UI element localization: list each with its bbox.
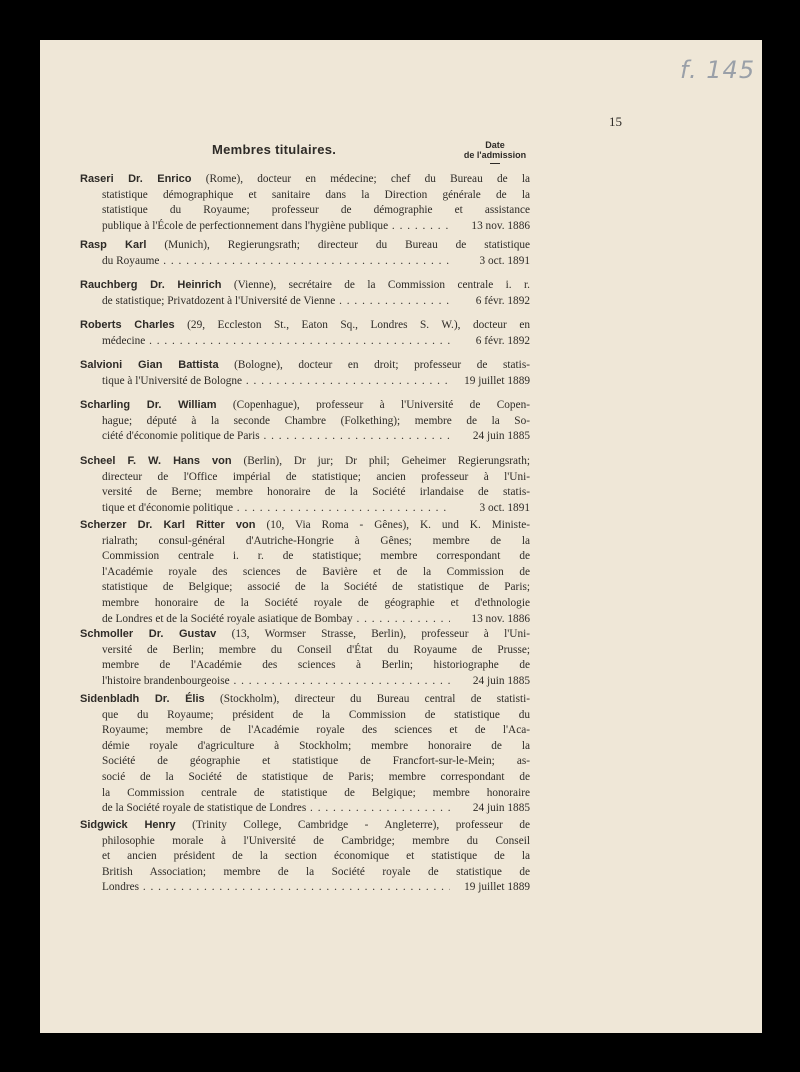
- member-description-line: la Commission centrale de statistique de Belgique; membre honoraire: [102, 786, 530, 799]
- member-name: Scharling Dr. William: [80, 399, 217, 411]
- member-description-line: et ancien président de la section économique et statistique de la: [102, 850, 530, 863]
- member-description-line: statistique démographique et sanitaire dans la Direction générale de la: [102, 188, 530, 201]
- page-number: 15: [609, 114, 622, 129]
- entry-first-line: [80, 398, 530, 414]
- member-description-line: de Londres et de la Société royale asiatique de Bombay . . .: [102, 612, 450, 628]
- member-description-line: directeur de l'Office impérial de statistique; ancien professeur à l'Uni-: [102, 470, 530, 483]
- member-name: Schmoller Dr. Gustav: [80, 628, 217, 640]
- entry-line: [80, 786, 530, 802]
- member-description-line: Londres . . .: [102, 880, 450, 896]
- admission-date: 24 juin 1885: [472, 674, 530, 687]
- entry-line: [80, 849, 530, 865]
- entry-line: [80, 612, 530, 628]
- entry-line: [80, 643, 530, 659]
- entry-line: [80, 723, 530, 739]
- member-description: (Rome), docteur en médecine; chef du Bureau de la: [205, 173, 530, 185]
- member-description-line: de statistique; Privatdozent à l'Université de Vienne . . .: [102, 294, 450, 310]
- entry-line: [80, 770, 530, 786]
- document-page: [40, 40, 762, 1033]
- entry-first-line: [80, 818, 530, 834]
- entry-line: [80, 485, 530, 501]
- member-name: Scherzer Dr. Karl Ritter von: [80, 519, 256, 531]
- admission-date: 19 juillet 1889: [464, 881, 530, 894]
- member-description: (29, Eccleston St., Eaton Sq., Londres S. W.), docteur en: [187, 319, 530, 331]
- member-description: (Trinity College, Cambridge - Angleterre), professeur de: [192, 819, 530, 831]
- member-name: Scheel F. W. Hans von: [80, 455, 232, 467]
- member-description-line: de la Société royale de statistique de Londres . . .: [102, 801, 450, 817]
- admission-date: 13 nov. 1886: [471, 219, 530, 232]
- member-entry: [80, 627, 530, 689]
- admission-date: 6 févr. 1892: [475, 334, 530, 347]
- entry-first-line-text: [80, 278, 530, 294]
- entry-line: [80, 294, 530, 310]
- member-entry: [80, 318, 530, 349]
- member-name: Salvioni Gian Battista: [80, 359, 219, 371]
- entry-first-line: [80, 278, 530, 294]
- member-entry: [80, 278, 530, 309]
- admission-date: 19 juillet 1889: [464, 374, 530, 387]
- member-description-line: du Royaume . . .: [102, 254, 450, 270]
- member-description: (10, Via Roma - Gênes), K. und K. Ministe-: [266, 519, 530, 531]
- entry-first-line: [80, 238, 530, 254]
- member-name: Rauchberg Dr. Heinrich: [80, 279, 222, 291]
- entry-first-line: [80, 627, 530, 643]
- member-description: (Copenhague), professeur à l'Université de Copen-: [232, 399, 531, 411]
- entry-line: [80, 254, 530, 270]
- admission-date: 24 juin 1885: [472, 430, 530, 443]
- member-description-line: Société de géographie et statistique de Francfort-sur-le-Mein; as-: [102, 755, 530, 768]
- member-description: (Munich), Regierungsrath; directeur du Bureau de statistique: [164, 239, 531, 251]
- entry-line: [80, 865, 530, 881]
- entry-first-line: [80, 318, 530, 334]
- member-description-line: versité de Berne; membre honoraire de la Société irlandaise de statis-: [102, 486, 530, 499]
- entry-line: [80, 534, 530, 550]
- member-description-line: hague; député à la seconde Chambre (Folkething); membre de la So-: [102, 414, 530, 427]
- entry-first-line-text: [80, 318, 530, 334]
- member-description: (13, Wormser Strasse, Berlin), professeur à l'Uni-: [231, 628, 531, 640]
- handwritten-folio-annotation: f. 145: [680, 56, 756, 84]
- entry-first-line-text: [80, 454, 530, 470]
- entry-line: [80, 334, 530, 350]
- admission-date: 3 oct. 1891: [479, 254, 530, 267]
- entry-line: [80, 739, 530, 755]
- entry-first-line: [80, 454, 530, 470]
- entry-line: [80, 501, 530, 517]
- entry-line: [80, 801, 530, 817]
- entry-first-line: [80, 692, 530, 708]
- entry-line: [80, 834, 530, 850]
- member-description-line: tique à l'Université de Bologne . . .: [102, 374, 450, 390]
- member-description-line: démie royale d'agriculture à Stockholm; membre honoraire de la: [102, 739, 530, 752]
- date-column-header: [460, 140, 530, 164]
- entry-line: [80, 188, 530, 204]
- member-entry: [80, 454, 530, 516]
- member-description-line: statistique du Royaume; professeur de démographie et assistance: [102, 204, 530, 217]
- entry-line: [80, 470, 530, 486]
- member-name: Roberts Charles: [80, 319, 175, 331]
- member-description-line: l'Académie royale des sciences de Bavière et de la Commission de: [102, 565, 530, 578]
- member-description-line: membre de l'Académie des sciences à Berlin; historiographe de: [102, 659, 530, 672]
- member-name: Sidenbladh Dr. Élis: [80, 693, 205, 705]
- entry-line: [80, 880, 530, 896]
- entry-line: [80, 658, 530, 674]
- entry-first-line: [80, 518, 530, 534]
- member-description-line: British Association; membre de la Société royale de statistique de: [102, 865, 530, 878]
- entry-first-line-text: [80, 518, 530, 534]
- member-description: (Vienne), secrétaire de la Commission centrale i. r.: [233, 279, 530, 291]
- member-entry: [80, 398, 530, 445]
- entry-line: [80, 549, 530, 565]
- member-description-line: Commission centrale i. r. de statistique; membre correspondant de: [102, 550, 530, 563]
- date-column-header-line-2: de l'admission: [463, 150, 527, 160]
- date-column-divider: [490, 163, 500, 164]
- member-entry: [80, 692, 530, 817]
- member-description-line: médecine . . .: [102, 334, 450, 350]
- date-column-header-line-1: Date: [485, 140, 505, 150]
- member-description-line: versité de Berlin; membre du Conseil d'État du Royaume de Prusse;: [102, 643, 530, 656]
- member-description: (Stockholm), directeur du Bureau central de statisti-: [220, 693, 531, 705]
- entry-line: [80, 414, 530, 430]
- member-description-line: que du Royaume; président de la Commission de statistique du: [102, 708, 530, 721]
- entry-first-line-text: [80, 172, 530, 188]
- admission-date: 6 févr. 1892: [475, 294, 530, 307]
- entry-first-line-text: [80, 692, 530, 708]
- entry-line: [80, 596, 530, 612]
- admission-date: 13 nov. 1886: [471, 612, 530, 625]
- entry-first-line-text: [80, 238, 530, 254]
- entry-first-line-text: [80, 358, 530, 374]
- member-description-line: l'histoire brandenbourgeoise . . .: [102, 674, 450, 690]
- member-description-line: membre honoraire de la Société royale de géographie et d'ethnologie: [102, 596, 530, 609]
- member-entry: [80, 818, 530, 896]
- entry-line: [80, 565, 530, 581]
- member-description-line: statistique de Belgique; associé de la Société de statistique de Paris;: [102, 581, 530, 594]
- member-description-line: philosophie morale à l'Université de Cambridge; membre du Conseil: [102, 834, 530, 847]
- member-entry: [80, 238, 530, 269]
- entry-first-line-text: [80, 398, 530, 414]
- member-description-line: ciété d'économie politique de Paris . . .: [102, 429, 450, 445]
- member-description-line: socié de la Société de statistique de Paris; membre correspondant de: [102, 770, 530, 783]
- admission-date: 24 juin 1885: [472, 802, 530, 815]
- member-entry: [80, 358, 530, 389]
- entry-first-line-text: [80, 818, 530, 834]
- member-entry: [80, 172, 530, 234]
- member-description: (Berlin), Dr jur; Dr phil; Geheimer Regierungsrath;: [243, 455, 530, 467]
- section-heading: Membres titulaires.: [212, 142, 337, 157]
- entry-line: [80, 374, 530, 390]
- member-name: Raseri Dr. Enrico: [80, 173, 192, 185]
- member-name: Sidgwick Henry: [80, 819, 176, 831]
- entry-first-line-text: [80, 627, 530, 643]
- entry-line: [80, 429, 530, 445]
- member-description: (Bologne), docteur en droit; professeur de statis-: [234, 359, 530, 371]
- member-description-line: Royaume; membre de l'Académie royale des sciences et de l'Aca-: [102, 724, 530, 737]
- entry-line: [80, 708, 530, 724]
- member-description-line: rialrath; consul-général d'Autriche-Hongrie à Gênes; membre de la: [102, 534, 530, 547]
- entry-line: [80, 203, 530, 219]
- member-description-line: tique et d'économie politique . . .: [102, 501, 450, 517]
- member-entry: [80, 518, 530, 627]
- entry-first-line: [80, 358, 530, 374]
- entry-line: [80, 754, 530, 770]
- admission-date: 3 oct. 1891: [479, 501, 530, 514]
- member-name: Rasp Karl: [80, 239, 147, 251]
- member-description-line: publique à l'École de perfectionnement dans l'hygiène publique . . .: [102, 219, 450, 235]
- entry-first-line: [80, 172, 530, 188]
- entry-line: [80, 674, 530, 690]
- entry-line: [80, 580, 530, 596]
- entry-line: [80, 219, 530, 235]
